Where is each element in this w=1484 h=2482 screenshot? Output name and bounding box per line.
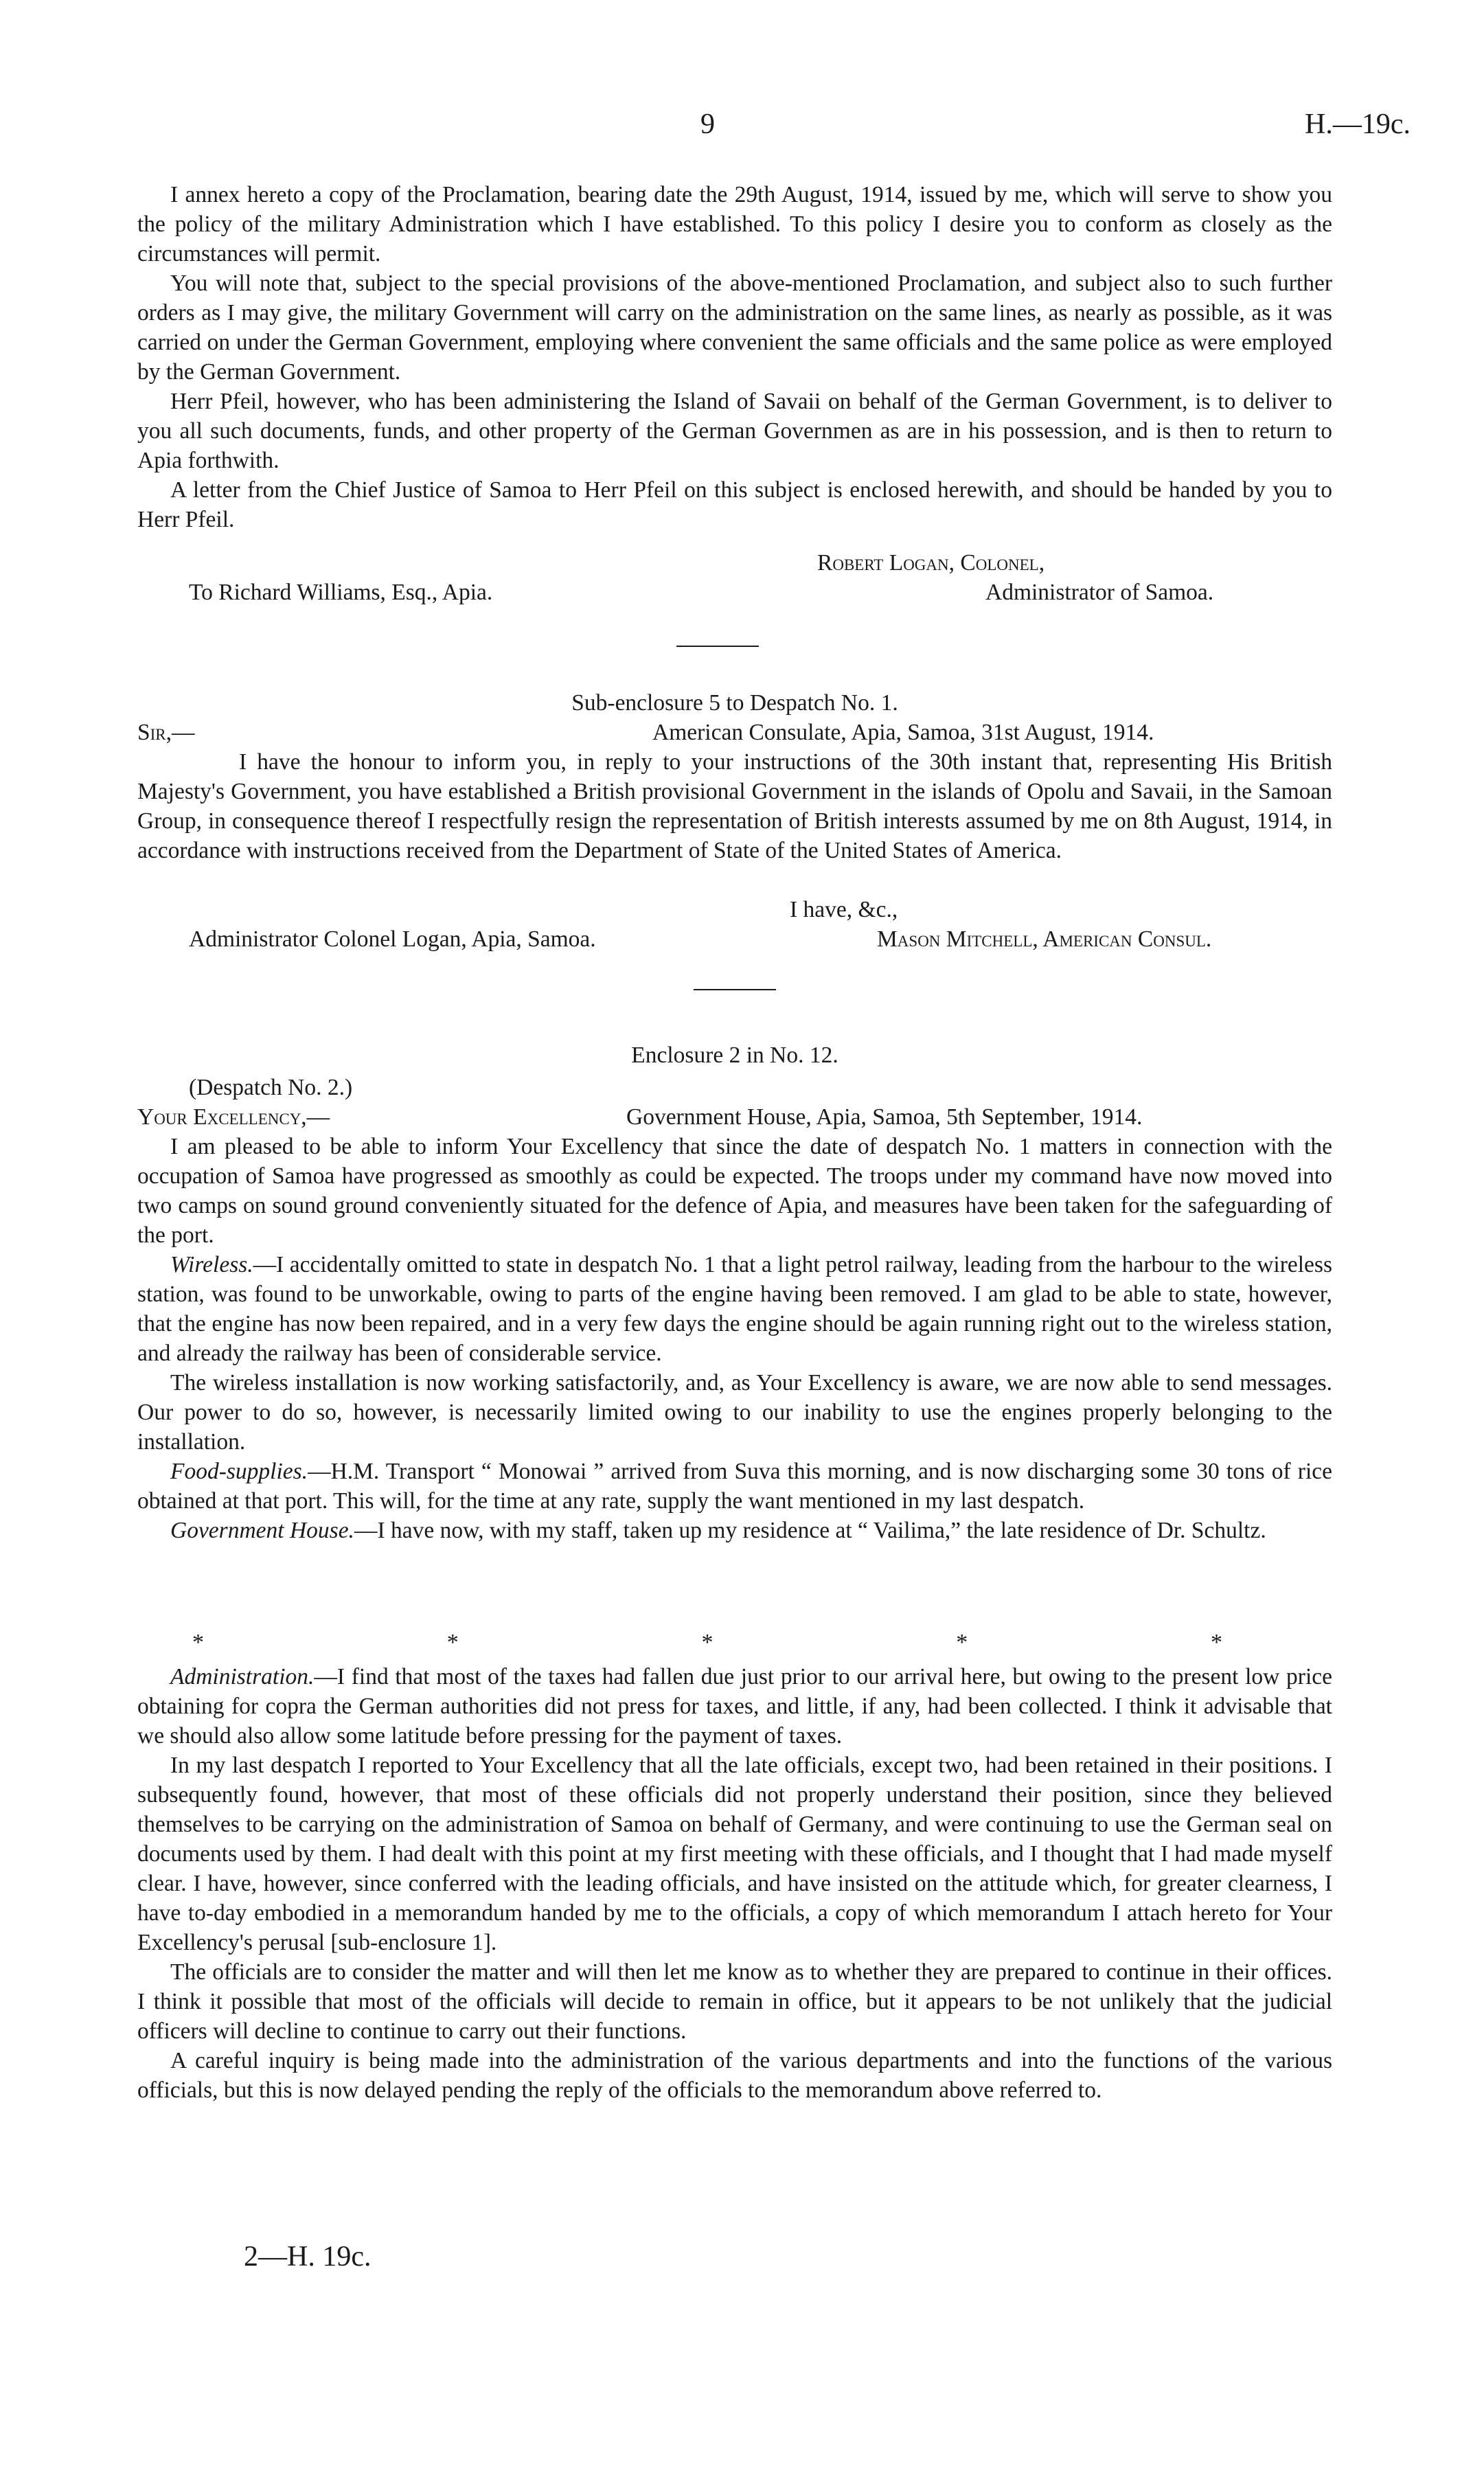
page-number: 9: [700, 109, 715, 140]
administration-text: —I find that most of the taxes had fallen due just prior to our arrival here, but owing to the present low price obtaining for copra the German authorities did not press for taxes, and little, if any, had been collected. I think it advisable that we should also allow some latitude before pressing for the payment of taxes.: [137, 1664, 1332, 1749]
government-house-heading: Government House.: [170, 1518, 354, 1543]
star: *: [192, 1630, 204, 1655]
star: *: [446, 1630, 459, 1655]
section-1-body: [137, 180, 1332, 534]
paragraph: You will note that, subject to the special provisions of the above-mentioned Proclamation, and subject also to such further orders as I may give, the military Government will carry on the administration on the same lines, as nearly as possible, as it was carried on under the German Government, employing where convenient the same officials and the same police as were employed by the German Government.: [137, 271, 1332, 385]
paragraph: In my last despatch I reported to Your Excellency that all the late officials, except two, had been retained in their positions. I subsequently found, however, that most of these officials did not properly understand their position, since they believed themselves to be carrying on the administration of Samoa on behalf of Germany, and were continuing to use the German seal on documents used by them. I had dealt with this point at my first meeting with these officials, and I thought that I had made myself clear. I have, however, since conferred with the leading officials, and have insisted on the attitude which, for greater clearness, I have to-day embodied in a memorandum handed by me to the officials, a copy of which memorandum I attach hereto for Your Excellency's perusal [sub-enclosure 1].: [137, 1753, 1332, 1955]
section-3-body-a: [137, 1132, 1332, 1545]
document-reference: H.—19c.: [1305, 109, 1411, 140]
section-heading: Enclosure 2 in No. 12.: [631, 1043, 838, 1068]
address-line: American Consulate, Apia, Samoa, 31st August, 1914.: [652, 720, 1154, 745]
paragraph-government-house: [137, 1516, 1332, 1545]
signature-name: Robert Logan, Colonel,: [817, 550, 1045, 576]
wireless-text: —I accidentally omitted to state in despatch No. 1 that a light petrol railway, leading from the harbour to the wireless station, was found to be unworkable, owing to parts of the engine having been removed. I am glad to be able to state, however, that the engine has now been repaired, and in a very few days the engine should be again running right out to the wireless station, and already the railway has been of considerable service.: [137, 1252, 1332, 1366]
addressee: Administrator Colonel Logan, Apia, Samoa.: [189, 926, 596, 952]
wireless-heading: Wireless.: [170, 1252, 253, 1277]
divider: [694, 989, 776, 990]
paragraph-administration: [137, 1662, 1332, 1751]
paragraph: I annex hereto a copy of the Proclamation, bearing date the 29th August, 1914, issued by me, which will serve to show you the policy of the military Administration which I have established. To this policy I desire you to conform as closely as the circumstances will permit.: [137, 182, 1332, 266]
salutation: Your Excellency,—: [137, 1104, 330, 1130]
government-house-text: —I have now, with my staff, taken up my residence at “ Vailima,” the late residence of Dr. Schultz.: [354, 1518, 1266, 1543]
paragraph: The wireless installation is now working satisfactorily, and, as Your Excellency is aware, we are now able to send messages. Our power to do so, however, is necessarily limited owing to our inability to use the engines properly belonging to the installation.: [137, 1370, 1332, 1455]
star: *: [701, 1630, 714, 1655]
signature-name: Mason Mitchell, American Consul.: [877, 926, 1212, 952]
food-supplies-heading: Food-supplies.: [170, 1459, 308, 1484]
signature-title: Administrator of Samoa.: [985, 580, 1214, 605]
star: *: [1211, 1630, 1222, 1655]
section-heading: Sub-enclosure 5 to Despatch No. 1.: [571, 690, 898, 716]
paragraph: I have the honour to inform you, in reply to your instructions of the 30th instant that, representing His British Majesty's Government, you have established a British provisional Government in the islands of Opolu and Savaii, in the Samoan Group, in consequence thereof I respectfully resign the representation of British interests assumed by me on 8th August, 1914, in accordance with instructions received from the Department of State of the United States of America.: [137, 749, 1332, 863]
ellipsis-stars: [192, 1628, 1222, 1657]
paragraph: A careful inquiry is being made into the administration of the various departments and into the functions of the various officials, but this is now delayed pending the reply of the officials to the memorandum above referred to.: [137, 2048, 1332, 2103]
footer-signature-mark: 2—H. 19c.: [244, 2241, 372, 2273]
star: *: [956, 1630, 968, 1655]
salutation: Sir,—: [137, 720, 195, 745]
section-2-body: [137, 747, 1332, 865]
section-3-body-b: [137, 1662, 1332, 2105]
paragraph: A letter from the Chief Justice of Samoa to Herr Pfeil on this subject is enclosed herewith, and should be handed by you to Herr Pfeil.: [137, 477, 1332, 532]
addressee: To Richard Williams, Esq., Apia.: [189, 580, 493, 605]
paragraph-food: [137, 1457, 1332, 1516]
paragraph: Herr Pfeil, however, who has been administering the Island of Savaii on behalf of the German Government, is to deliver to you all such documents, funds, and other property of the German Governmen as are in his possession, and is then to return to Apia forthwith.: [137, 389, 1332, 473]
despatch-label: (Despatch No. 2.): [189, 1075, 353, 1100]
food-supplies-text: —H.M. Transport “ Monowai ” arrived from Suva this morning, and is now discharging some 30 tons of rice obtained at that port. This will, for the time at any rate, supply the want mentioned in my last despatch.: [137, 1459, 1332, 1514]
paragraph: I am pleased to be able to inform Your Excellency that since the date of despatch No. 1 matters in connection with the occupation of Samoa have progressed as smoothly as could be expected. The troops under my command have now moved into two camps on sound ground conveniently situated for the defence of Apia, and measures have been taken for the safeguarding of the port.: [137, 1134, 1332, 1248]
administration-heading: Administration.: [170, 1664, 315, 1689]
closing: I have, &c.,: [790, 897, 898, 922]
divider: [676, 646, 759, 647]
address-line: Government House, Apia, Samoa, 5th September, 1914.: [626, 1104, 1143, 1130]
paragraph: The officials are to consider the matter and will then let me know as to whether they are prepared to continue in their offices. I think it possible that most of the officials will decide to remain in office, but it appears to be not unlikely that the judicial officers will decline to continue to carry out their functions.: [137, 1959, 1332, 2044]
paragraph-wireless: [137, 1250, 1332, 1368]
